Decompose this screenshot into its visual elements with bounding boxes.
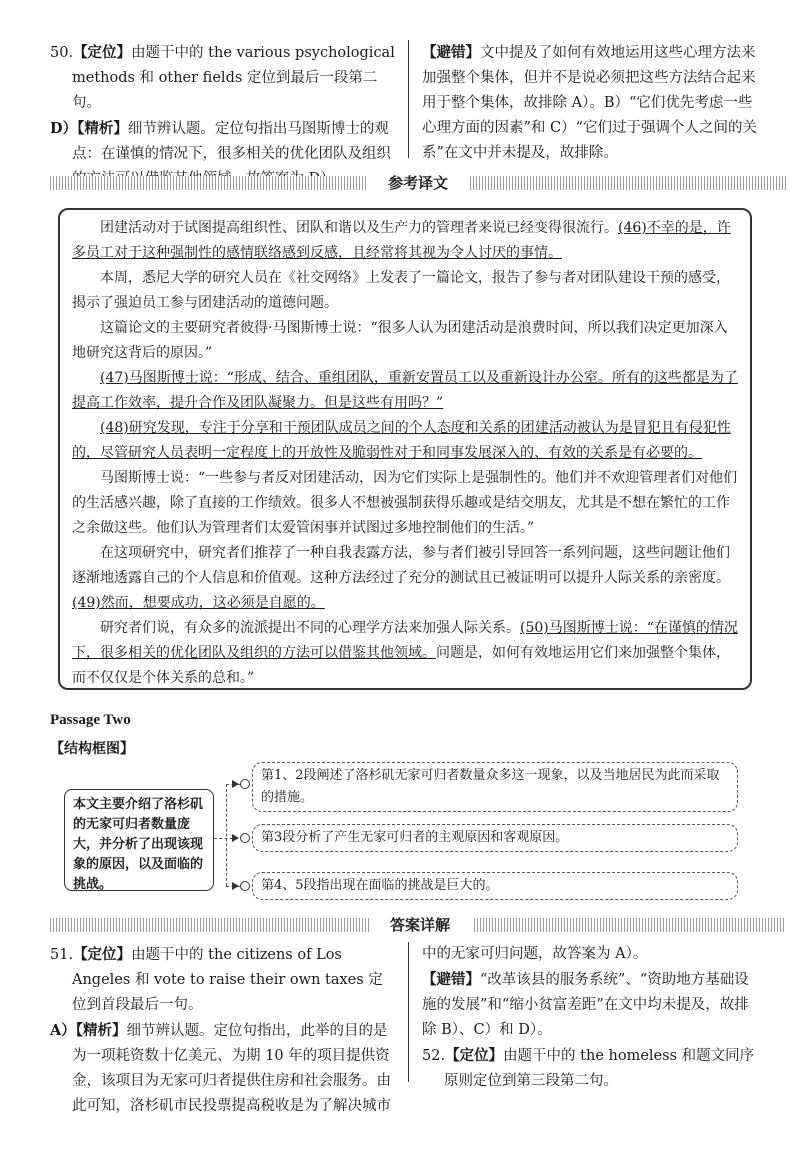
arrow-icon — [232, 882, 239, 890]
framework-box-3: 第4、5段指出现在面临的挑战是巨大的。 — [252, 872, 738, 900]
translation-paragraph: 马图斯博士说：“一些参与者反对团建活动，因为它们实际上是强制性的。他们并不欢迎管理者们对他们的生活感兴趣，除了直接的工作绩效。很多人不想被强制获得乐趣或是结交朋友，尤其是不想在繁忙的工作之余做这些。他们认为管理者们太爱管闲事并试图过多地控制他们的生活。” — [72, 470, 738, 536]
section-title: 答案详解 — [390, 916, 451, 934]
translation-paragraph: 在这项研究中，研究者们推荐了一种自我表露方法，参与者们被引导回答一系列问题，这些问题让他们逐渐地透露自己的个人信息和价值观。这种方法经过了充分的测试且已被证明可以提升人际关系的亲密度。(49)然而，想要成功，这必须是自愿的。 — [72, 545, 730, 611]
q50-analysis: D）【精析】细节辨认题。定位句指出马图斯博士的观点：在谨慎的情况下，很多相关的优化团队及组织 — [50, 120, 391, 162]
column-divider — [408, 40, 409, 158]
summary-box: 本文主要介绍了洛杉矶的无家可归者数量庞大，并分析了出现该现象的原因，以及面临的挑战。 — [64, 789, 214, 891]
section-band-translation — [50, 172, 786, 194]
translation-text — [72, 216, 740, 691]
section-title: 参考译文 — [388, 174, 449, 192]
passage-title: Passage Two — [50, 712, 131, 728]
translation-paragraph: 团建活动对于试图提高组织性、团队和谐以及生产力的管理者来说已经变得很流行。(46)不幸的是，许多员工对于这种强制性的感情联络感到反感，且经常将其视为令人讨厌的事情。 — [72, 220, 731, 261]
node-circle-icon — [240, 833, 250, 843]
q50-avoid: 【避错】文中提及了如何有效地运用这些心理方法来加强整个集体，但并不是说必须把这些方法结合起来用于整个集体，故排除 A）。B）“它们优先考虑一些心理方面的因素”和 C）“它们过于强调个人之间的关系”在文中并未提及，故排除。 — [422, 44, 758, 161]
arrow-icon — [232, 780, 239, 788]
arrow-icon — [232, 834, 239, 842]
column-divider — [408, 942, 409, 1082]
q50-column — [50, 40, 396, 192]
node-circle-icon — [240, 881, 250, 891]
q51-locate: 51.【定位】由题干中的 the citizens of Los Angeles 和 vote to raise their own taxes 定位到首段最后一句。 — [50, 946, 383, 1013]
translation-paragraph: 本周，悉尼大学的研究人员在《社交网络》上发表了一篇论文，报告了参与者对团队建设干预的感受，揭示了强迫员工参与团建活动的道德问题。 — [72, 270, 730, 311]
translation-paragraph: (47)马图斯博士说：“形成、结合、重组团队，重新安置员工以及重新设计办公室。所有的这些都是为了提高工作效率，提升合作及团队凝聚力。但是这些有用吗？” — [72, 370, 738, 411]
translation-paragraph: 研究者们说，有众多的流派提出不同的心理学方法来加强人际关系。(50)马图斯博士说：“在谨慎的情况下，很多相关的优化团队及组织的方法可以借鉴其他领域。问题是，如何有效地运用它们来加强整个集体，而不仅仅是个体关系的总和。” — [72, 620, 738, 686]
framework-box-2: 第3段分析了产生无家可归者的主观原因和客观原因。 — [252, 824, 738, 852]
section-band-answers — [50, 914, 786, 936]
q52-locate: 52.【定位】由题干中的 the homeless 和题文同序原则定位到第三段第二句。 — [422, 1047, 755, 1089]
framework-label: 【结构框图】 — [50, 741, 134, 757]
q50-locate: 50.【定位】由题干中的 the various psychological methods 和 other fields 定位到最后一段第二句。 — [50, 44, 395, 111]
q51-column — [50, 942, 396, 1119]
framework-box-1: 第1、2段阐述了洛杉矶无家可归者数量众多这一现象，以及当地居民为此而采取的措施。 — [252, 762, 738, 812]
connector-vertical — [226, 784, 227, 886]
q51-q52-column — [422, 942, 762, 1094]
q51-analysis: A）【精析】细节辨认题。定位句指出，此举的目的是为一项耗资数十亿美元、为期 10 年的项目提供资金，该项目为无家可归者提供住房和社会服务。由此可知，洛杉矶市民投票提高税收是为了解决城市 — [50, 1022, 391, 1114]
q51-continued: 中的无家可归问题，故答案为 A）。 — [422, 946, 648, 962]
translation-paragraph: 这篇论文的主要研究者彼得·马图斯博士说：“很多人认为团建活动是浪费时间，所以我们决定更加深入地研究这背后的原因。” — [72, 320, 728, 361]
q51-avoid: 【避错】“改革该县的服务系统”、“资助地方基础设施的发展”和“缩小贫富差距”在文中均未提及，故排除 B）、C）和 D）。 — [422, 971, 749, 1038]
node-circle-icon — [240, 779, 250, 789]
translation-paragraph: (48)研究发现，专注于分享和干预团队成员之间的个人态度和关系的团建活动被认为是冒犯且有侵犯性的，尽管研究人员表明一定程度上的开放性及脆弱性对于和同事发展深入的、有效的关系是有必要的。 — [72, 420, 731, 461]
